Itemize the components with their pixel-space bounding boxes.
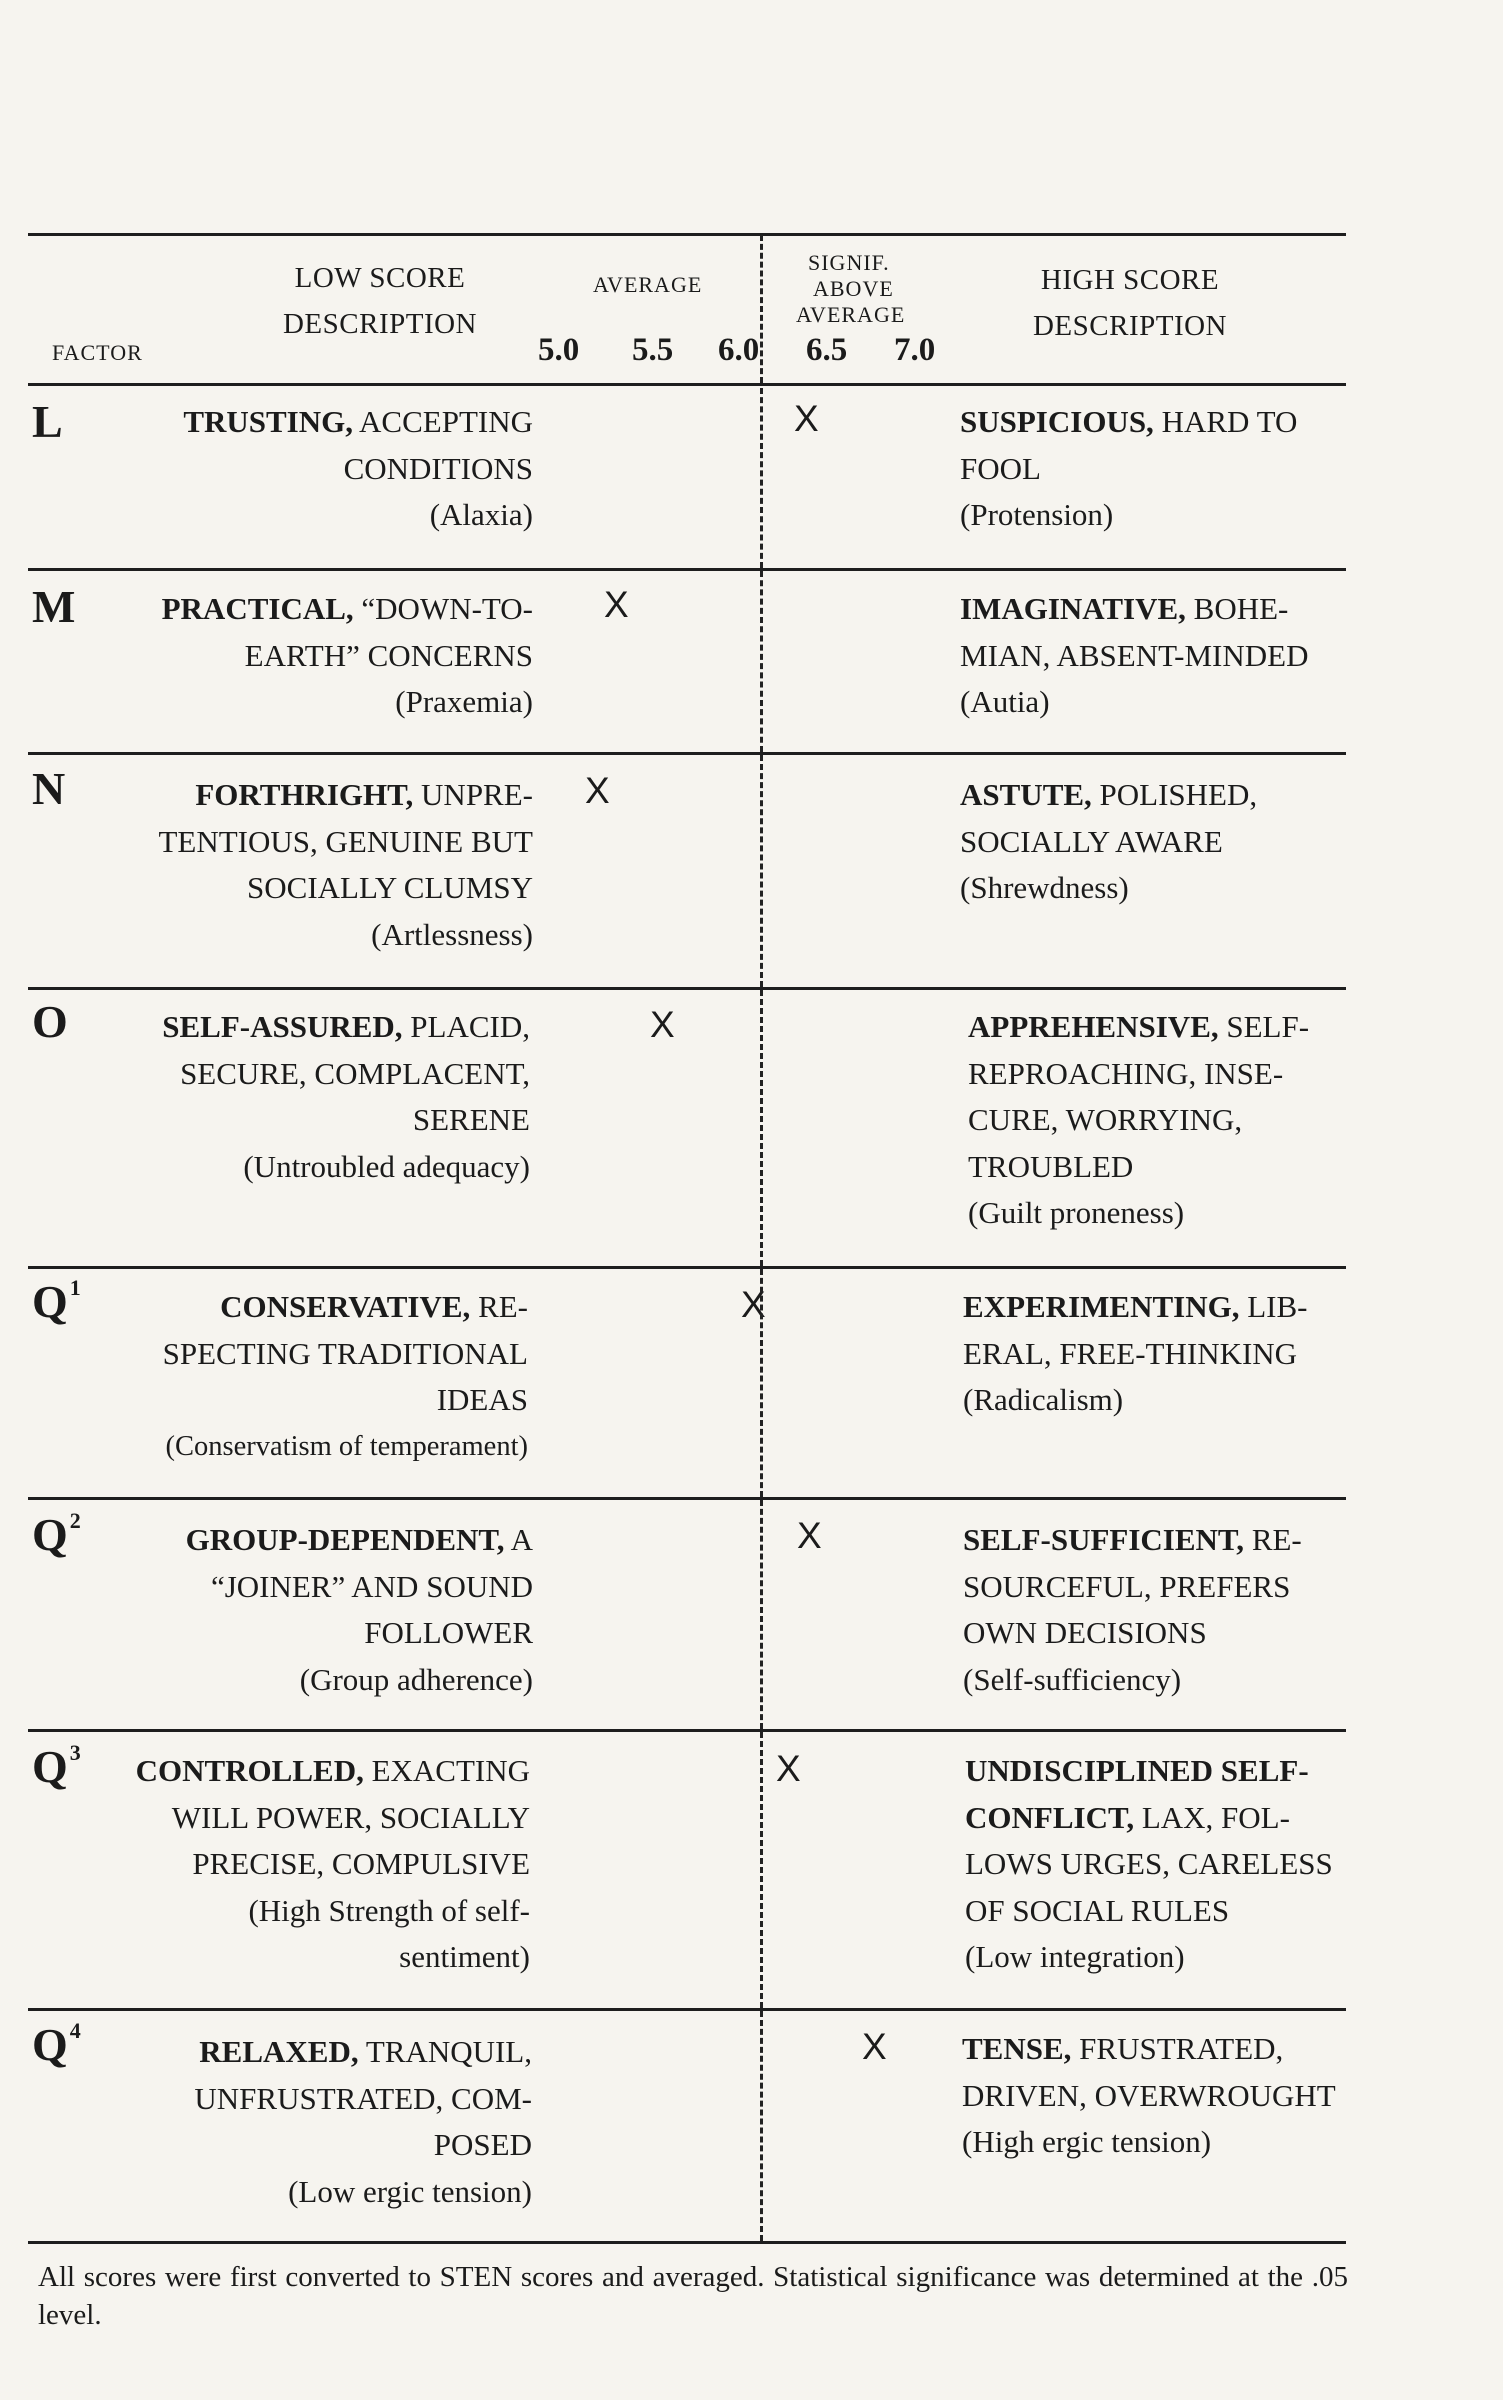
factor-label-o: O bbox=[32, 996, 68, 1047]
table-bottom-rule bbox=[28, 2241, 1346, 2244]
high-score-description-m: IMAGINATIVE, BOHE- MIAN, ABSENT-MINDED (Autia) bbox=[960, 591, 1309, 719]
score-mark-q4: X bbox=[862, 2026, 887, 2067]
high-score-description-q2: SELF-SUFFICIENT, RE- SOURCEFUL, PREFERS OWN DECISIONS (Self-sufficiency) bbox=[963, 1522, 1302, 1697]
score-mark-m: X bbox=[604, 584, 629, 625]
low-score-description-o: SELF-ASSURED, PLACID, SECURE, COMPLACENT, SERENE (Untroubled adequacy) bbox=[162, 1009, 530, 1184]
score-mark-o: X bbox=[650, 1004, 675, 1045]
score-mark-q2: X bbox=[797, 1515, 822, 1556]
high-score-description-q3: UNDISCIPLINED SELF- CONFLICT, LAX, FOL- LOWS URGES, CARELESS OF SOCIAL RULES (Low integration) bbox=[965, 1753, 1333, 1974]
row-rule-q3 bbox=[28, 2008, 1346, 2011]
average-divider-q4 bbox=[760, 2011, 763, 2241]
factor-label-q1: $Q^1$ bbox=[32, 1275, 81, 1327]
factor-label-n: N bbox=[32, 763, 66, 814]
score-mark-l: X bbox=[794, 398, 819, 439]
high-score-description-o: APPREHENSIVE, SELF- REPROACHING, INSE- CURE, WORRYING, TROUBLED (Guilt proneness) bbox=[968, 1009, 1310, 1230]
scale-label-5-5: 5.5 bbox=[632, 332, 674, 368]
score-mark-q3: X bbox=[776, 1748, 801, 1789]
high-score-description-n: ASTUTE, POLISHED, SOCIALLY AWARE (Shrewdness) bbox=[960, 777, 1258, 905]
average-divider-q1 bbox=[760, 1269, 763, 1497]
average-divider-n bbox=[760, 755, 763, 987]
row-rule-q1 bbox=[28, 1497, 1346, 1500]
table-top-rule bbox=[28, 233, 1346, 236]
low-score-description-q4: RELAXED, TRANQUIL, UNFRUSTRATED, COM- POSED (Low ergic tension) bbox=[194, 2034, 532, 2209]
high-score-header-line1: HIGH SCORE bbox=[1040, 264, 1220, 296]
low-score-description-m: PRACTICAL, “DOWN-TO- EARTH” CONCERNS (Praxemia) bbox=[161, 591, 533, 719]
footnote: All scores were first converted to STEN scores and averaged. Statistical significance was determined at the .05 level. bbox=[38, 2261, 1348, 2331]
average-divider-m bbox=[760, 571, 763, 752]
row-rule-n bbox=[28, 987, 1346, 990]
low-score-header-line2: DESCRIPTION bbox=[282, 308, 477, 340]
high-score-description-l: SUSPICIOUS, HARD TO FOOL (Protension) bbox=[960, 404, 1298, 532]
factor-column-header: FACTOR bbox=[52, 340, 143, 365]
score-mark-n: X bbox=[585, 770, 610, 811]
scale-label-7-0: 7.0 bbox=[894, 332, 936, 368]
factor-label-q2: $Q^2$ bbox=[32, 1508, 81, 1560]
header-divider bbox=[760, 235, 763, 383]
average-divider-l bbox=[760, 388, 763, 568]
low-score-description-n: FORTHRIGHT, UNPRE- TENTIOUS, GENUINE BUT SOCIALLY CLUMSY (Artlessness) bbox=[158, 777, 533, 952]
average-divider-q2 bbox=[760, 1500, 763, 1729]
signif-header-line2: ABOVE bbox=[813, 276, 894, 301]
header-bottom-rule bbox=[28, 383, 1346, 386]
factor-label-m: M bbox=[32, 581, 76, 632]
high-score-description-q1: EXPERIMENTING, LIB- ERAL, FREE-THINKING (Radicalism) bbox=[963, 1289, 1308, 1417]
factor-label-q4: $Q^4$ bbox=[32, 2018, 81, 2070]
signif-header-line1: SIGNIF. bbox=[808, 250, 890, 275]
row-rule-o bbox=[28, 1266, 1346, 1269]
row-rule-l bbox=[28, 568, 1346, 571]
row-rule-m bbox=[28, 752, 1346, 755]
factor-label-q3: $Q^3$ bbox=[32, 1740, 81, 1792]
scale-label-6-5: 6.5 bbox=[806, 332, 848, 368]
average-divider-o bbox=[760, 990, 763, 1266]
factor-label-l: L bbox=[32, 396, 63, 447]
average-header: AVERAGE bbox=[593, 272, 703, 297]
high-score-header-line2: DESCRIPTION bbox=[1032, 310, 1227, 342]
signif-header-line3: AVERAGE bbox=[796, 302, 906, 327]
scale-label-6-0: 6.0 bbox=[718, 332, 760, 368]
low-score-description-q1: CONSERVATIVE, RE- SPECTING TRADITIONAL IDEAS (Conservatism of temperament) bbox=[162, 1289, 528, 1462]
row-rule-q2 bbox=[28, 1729, 1346, 1732]
low-score-description-l: TRUSTING, ACCEPTING CONDITIONS (Alaxia) bbox=[183, 404, 533, 532]
average-divider-q3 bbox=[760, 1732, 763, 2008]
high-score-description-q4: TENSE, FRUSTRATED, DRIVEN, OVERWROUGHT (High ergic tension) bbox=[962, 2031, 1336, 2159]
low-score-description-q2: GROUP-DEPENDENT, A “JOINER” AND SOUND FOLLOWER (Group adherence) bbox=[185, 1522, 533, 1697]
score-mark-q1: X bbox=[741, 1284, 766, 1325]
low-score-description-q3: CONTROLLED, EXACTING WILL POWER, SOCIALLY PRECISE, COMPULSIVE (High Strength of self- sentiment) bbox=[135, 1753, 530, 1974]
scale-label-5-0: 5.0 bbox=[538, 332, 580, 368]
low-score-header-line1: LOW SCORE bbox=[294, 262, 466, 294]
